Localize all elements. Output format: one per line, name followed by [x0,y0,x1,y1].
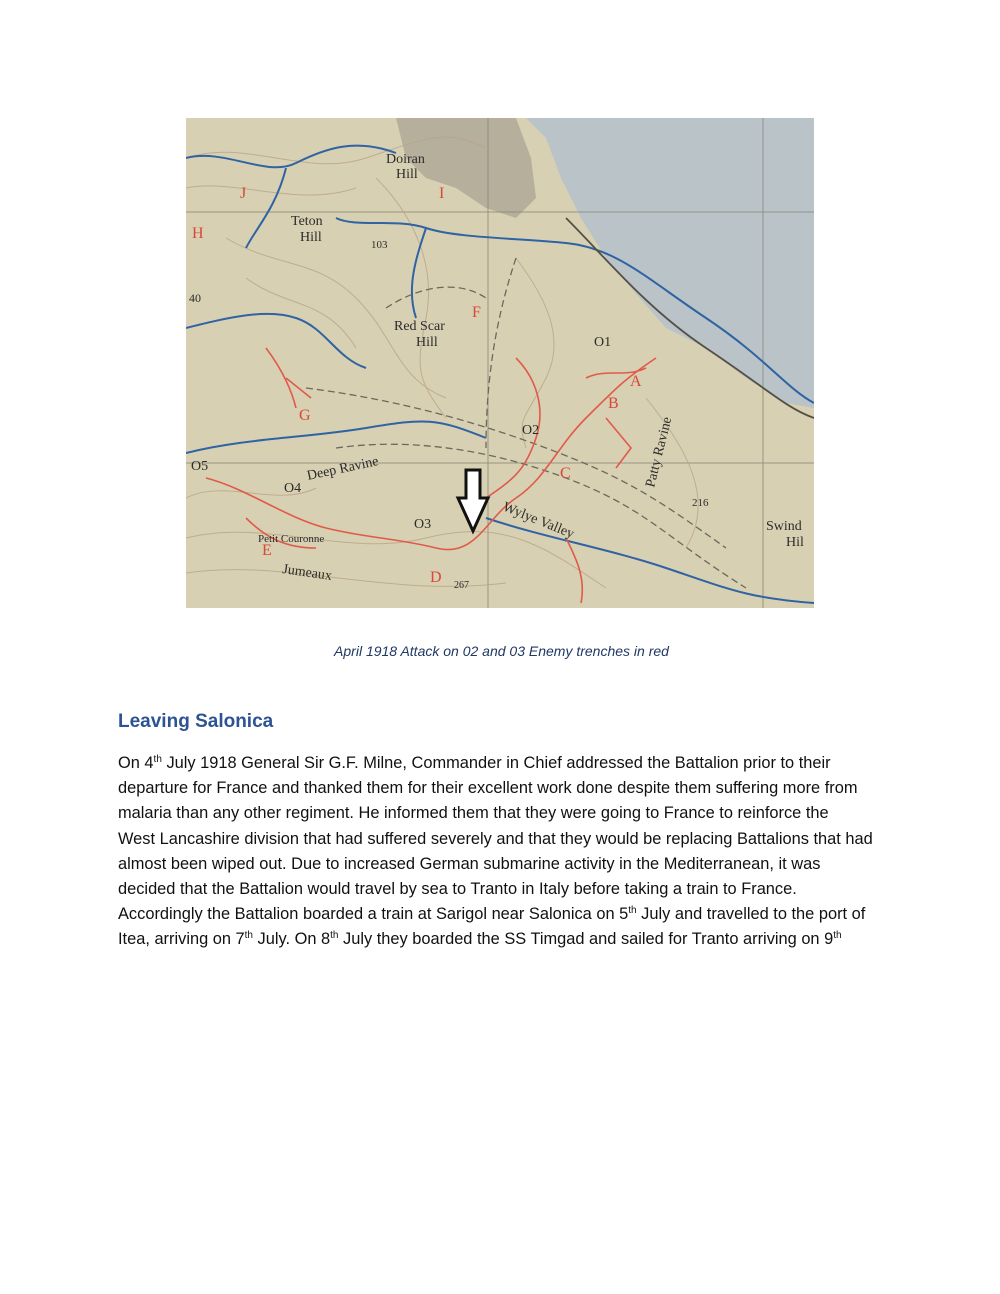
map-label: Petit Couronne [258,533,325,545]
map-label: O3 [414,517,432,532]
section-heading: Leaving Salonica [118,711,274,732]
map-label: G [299,407,311,424]
map-label: E [262,542,272,559]
map-label: Teton [291,214,323,229]
figure-caption: April 1918 Attack on 02 and 03 Enemy trenches in red [334,643,669,659]
text-line: decided that the Battalion would travel by sea to Tranto in Italy before taking a train to France. [118,880,797,899]
map-label: Patty Ravine [643,415,676,489]
map-image [186,118,814,608]
text-line: Itea, arriving on 7th July. On 8th July they boarded the SS Timgad and sailed for Tranto arriving on 9th [118,930,842,949]
text-line: departure for France and thanked them for their excellent work done despite them suffering more from [118,779,858,798]
map-label: Swind [766,519,802,534]
text-line: On 4th July 1918 General Sir G.F. Milne, Commander in Chief addressed the Battalion prior to their [118,754,831,772]
map-label: Red Scar [394,319,445,334]
map-label: A [630,373,642,390]
map-figure [186,118,814,608]
map-label: Jumeaux [281,562,333,584]
text-line: almost been wiped out. Due to increased German submarine activity in the Mediterranean, it was [118,854,821,873]
map-label: 216 [692,497,709,509]
map-label: O4 [284,481,302,496]
body-paragraph [118,751,898,953]
map-label: Wylye Valley [500,499,577,542]
map-label: Deep Ravine [305,454,380,484]
text-line: malaria than any other regiment. He informed them that they were going to France to reinforce the [118,804,829,823]
map-label: 103 [371,239,388,251]
map-label: F [472,304,481,321]
map-label: O1 [594,335,612,350]
map-label: B [608,395,619,412]
map-label: H [192,225,204,242]
map-label: 267 [454,580,469,591]
map-label: O2 [522,423,540,438]
map-label: I [439,185,445,202]
map-label: O5 [191,459,209,474]
map-label: Hil [786,535,804,550]
map-label: J [240,185,247,202]
map-label: D [430,569,442,586]
map-label: Hill [396,167,418,182]
map-label: Hill [300,230,322,245]
text-line: West Lancashire division that had suffered severely and that they would be replacing Battalions that had [118,829,873,848]
map-label: Hill [416,335,438,350]
text-line: Accordingly the Battalion boarded a train at Sarigol near Salonica on 5th July and travelled to the port of [118,905,866,924]
map-label: C [560,465,571,482]
map-label: 40 [189,291,201,305]
map-label: Doiran [386,152,425,167]
